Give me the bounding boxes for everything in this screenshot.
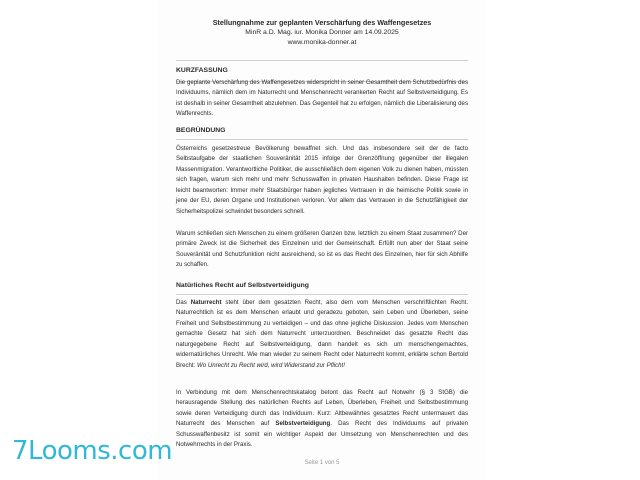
section-naturliches-recht <box>176 281 468 295</box>
begruendung-paragraph-1: Österreichs gesetzestreue Bevölkerung bewaffnet sich. Und das insbesondere seit der de facto Selbstaufgabe der staatlichen Souveränität 2015 infolge der Grenzöffnung gegenüber der illegalen Massenmigration. Verantwortliche Politiker, die ausschließlich dem eigenen Volk zu dienen haben, müssten sich fragen, warum sich mehr und mehr Schusswaffen in privaten Haushalten befinden. Diese Frage ist leicht beantworten: Immer mehr Staatsbürger haben jegliches Vertrauen in die heimische Politik sowie in jene der EU, deren Organe und Institutionen verloren. Vor allem das Vertrauen in die Schutzfähigkeit der Sicherheitspolizei schwindet besonders schnell. <box>176 145 468 215</box>
p1-body: steht über dem gesatzten Recht, also dem vom Menschen verschriftlichten Recht. Naturrechtlich ist es dem Menschen erlaubt und geradezu geboten, sein Leben und Überleben, seine Freiheit und Selbstbestimmung zu verteidigen – und das ohne jegliche Diskussion. Jedes vom Menschen gemachte Gesetz hat sich dem Naturrecht unterzuordnen. Beschneidet das gesatzte Recht das naturgegebene Recht auf Selbstverteidigung, dann handelt es sich um menschengemachtes, widernatürliches Unrecht. Wie man wieder zu seinem Recht oder Naturrecht kommt, erklärte schon Bertold Brecht: <box>176 299 469 369</box>
kurzfassung-paragraph: Die geplante Verschärfung des Waffengesetzes widerspricht in seiner Gesamtheit dem Schutzbedürfnis des Individuums, nämlich dem im Naturrecht und Menschenrecht verankerten Recht auf Selbstverteidigung. Es ist deshalb in seiner Gesamtheit abzulehnen. Das Gegenteil hat zu erfolgen, nämlich die Liberalisierung des Waffenrechts. <box>176 79 468 118</box>
p2-body: In Verbindung mit dem Menschenrechtskatalog betont das Recht auf Notwehr (§ 3 StGB) die herausragende Stellung des natürlichen Rechts auf Leben, Überleben, Freiheit und Selbstbestimmung sowie deren Verteidigung durch das Individuum. Kurz: Altbewährtes gesatztes Recht untermauert das Naturrecht des Menschen auf <box>176 389 468 428</box>
begruendung-paragraph-2: Warum schließen sich Menschen zu einem größeren Ganzen bzw. letztlich zu einem Staat zusammen? Der primäre Zweck ist die Sicherheit des Einzelnen und der Gemeinschaft. Erfüllt nun aber der Staat seine Souveränität und Schutzfunktion nicht ausreichend, so ist es das Recht des Einzelnen, hier für sich Abhilfe zu schaffen. <box>176 230 468 269</box>
section-begruendung-body <box>176 144 468 217</box>
page-number: Seite 1 von 5 <box>304 460 340 466</box>
p1-prefix: Das <box>176 299 191 306</box>
author-line: MinR a.D. Mag. iur. Monika Donner am 14.09.2025 <box>245 29 399 36</box>
document-header <box>158 18 486 48</box>
heading-begruendung: BEGRÜNDUNG <box>176 126 468 140</box>
section-kurzfassung-body <box>176 78 468 120</box>
naturliches-recht-paragraph-2 <box>176 388 468 451</box>
heading-kurzfassung: KURZFASSUNG <box>176 67 228 74</box>
watermark-logo: 7Looms.com <box>12 436 173 466</box>
heading-naturliches-recht: Natürliches Recht auf Selbstverteidigung <box>176 281 468 295</box>
section-naturliches-recht-body-2 <box>176 388 468 451</box>
document-page <box>158 0 486 480</box>
document-title: Stellungnahme zur geplanten Verschärfung des Waffengesetzes <box>212 18 432 27</box>
website-link[interactable]: www.monika-donner.at <box>287 39 357 46</box>
p1-bold-naturrecht: Naturrecht <box>190 299 222 306</box>
naturliches-recht-paragraph-1 <box>176 298 468 371</box>
section-naturliches-recht-body-1 <box>176 298 468 371</box>
section-begruendung-body-2 <box>176 229 468 271</box>
p2-tail: . Das Recht des Individuums auf privaten Schusswaffenbesitz ist somit ein wichtiger Aspekt der Umsetzung von Menschenrechten und des Notwehrrechts in der Praxis. <box>176 420 468 449</box>
section-begruendung <box>176 126 468 140</box>
p1-brecht-quote: Wo Unrecht zu Recht wird, wird Widerstand zur Pflicht! <box>197 361 345 369</box>
p2-bold-selbstverteidigung: Selbstverteidigung <box>275 420 331 428</box>
